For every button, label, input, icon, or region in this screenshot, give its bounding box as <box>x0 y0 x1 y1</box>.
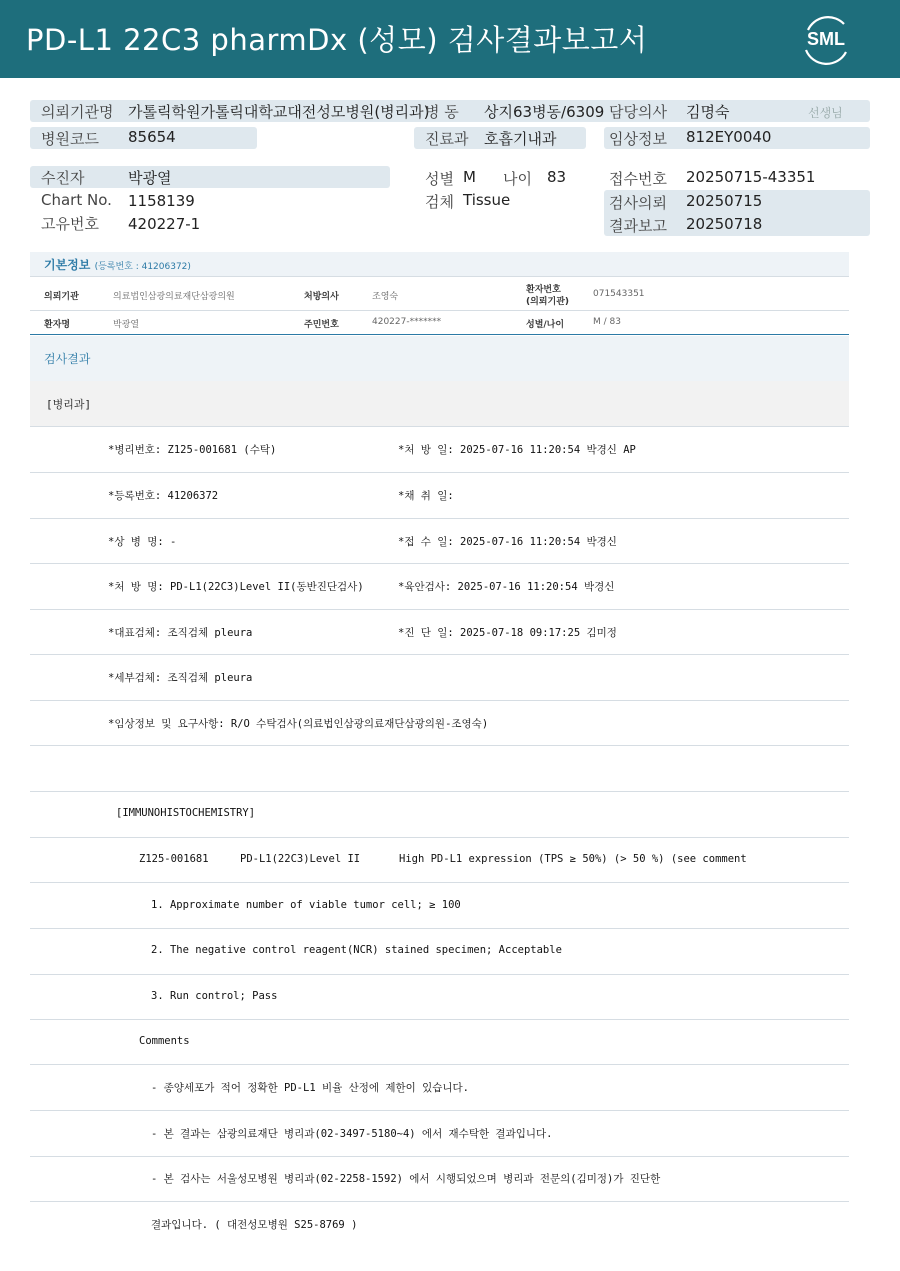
patient-label: 수진자 <box>41 169 85 187</box>
basic-info-title-text: 기본정보 <box>44 258 91 272</box>
basic-value: 조영숙 <box>372 292 399 302</box>
basic-key: 환자번호 <box>526 285 561 295</box>
row-divider <box>30 518 849 519</box>
basic-info-row-1 <box>30 277 849 310</box>
basic-key: 의뢰기관 <box>44 292 79 302</box>
report-value: 20250718 <box>686 215 763 233</box>
receipt-label: 접수번호 <box>609 170 667 188</box>
row-divider <box>30 837 849 838</box>
basic-key: 성별/나이 <box>526 320 565 330</box>
ward-label: 병 동 <box>425 103 459 121</box>
doctor-signature: 선생님 <box>808 106 843 120</box>
result-line-left: *병리번호: Z125-001681 (수탁) <box>108 444 277 456</box>
divider <box>30 334 849 335</box>
ihc-item: 3. Run control; Pass <box>151 990 278 1002</box>
result-line-left: *세부검체: 조직검체 pleura <box>108 672 253 684</box>
basic-value: 420227-******* <box>372 317 442 327</box>
institution-label: 의뢰기관명 <box>41 103 114 121</box>
sex-value: M <box>463 168 476 186</box>
basic-key: 처방의사 <box>304 292 339 302</box>
receipt-value: 20250715-43351 <box>686 168 816 186</box>
result-line-right: *처 방 일: 2025-07-16 11:20:54 박경신 AP <box>398 444 636 456</box>
chart-label: Chart No. <box>41 191 112 209</box>
comment-line: - 본 결과는 삼광의료재단 병리과(02-3497-5180~4) 에서 재수탁한 결과입니다. <box>151 1128 553 1140</box>
clinical-label: 임상정보 <box>609 130 667 148</box>
comment-line: 결과입니다. ( 대전성모병원 S25-8769 ) <box>151 1219 358 1231</box>
row-divider <box>30 745 849 746</box>
dept-section <box>30 381 849 426</box>
comment-line: - 종양세포가 적어 정확한 PD-L1 비율 산정에 제한이 있습니다. <box>151 1082 469 1094</box>
result-line-right: *진 단 일: 2025-07-18 09:17:25 김미정 <box>398 627 617 639</box>
unique-label: 고유번호 <box>41 215 99 233</box>
comment-line: - 본 검사는 서울성모병원 병리과(02-2258-1592) 에서 시행되었으며 병리과 전문의(김미정)가 진단한 <box>151 1173 661 1185</box>
row-divider <box>30 974 849 975</box>
result-line-left: *처 방 명: PD-L1(22C3)Level II(동반진단검사) <box>108 581 364 593</box>
result-line-left: *대표검체: 조직검체 pleura <box>108 627 253 639</box>
basic-info-row-2 <box>30 311 849 335</box>
row-divider <box>30 700 849 701</box>
sml-logo <box>798 12 854 66</box>
doctor-value: 김명숙 <box>686 103 730 121</box>
row-divider <box>30 791 849 792</box>
row-divider <box>30 928 849 929</box>
basic-info-header <box>30 252 849 276</box>
result-line-right: *채 취 일: <box>398 490 454 502</box>
row-divider <box>30 1019 849 1020</box>
result-header <box>30 336 849 381</box>
dept-section-label: [병리과] <box>46 398 92 411</box>
basic-value: 박광열 <box>113 320 140 330</box>
sex-label: 성별 <box>425 170 454 188</box>
request-value: 20250715 <box>686 192 763 210</box>
dept-label: 진료과 <box>425 130 469 148</box>
report-header <box>0 0 900 78</box>
basic-value: 의료법인삼광의료재단삼광의원 <box>113 292 235 302</box>
age-value: 83 <box>547 168 567 186</box>
comments-label: Comments <box>139 1035 190 1047</box>
report-label: 결과보고 <box>609 217 667 235</box>
row-divider <box>30 654 849 655</box>
patient-value: 박광열 <box>128 169 172 187</box>
clinical-value: 812EY0040 <box>686 128 772 146</box>
row-divider <box>30 1201 849 1202</box>
logo-text: SML <box>807 29 845 49</box>
specimen-value: Tissue <box>463 191 511 209</box>
sml-logo-icon <box>798 12 854 66</box>
result-line-left: *임상정보 및 요구사항: R/O 수탁검사(의료법인삼광의료재단삼광의원-조영숙) <box>108 718 489 730</box>
hospital-code-value: 85654 <box>128 128 176 146</box>
row-divider <box>30 1156 849 1157</box>
ihc-title: [IMMUNOHISTOCHEMISTRY] <box>116 807 256 819</box>
ihc-result: High PD-L1 expression (TPS ≥ 50%) (> 50 %) (see comment <box>399 853 747 865</box>
chart-value: 1158139 <box>128 192 195 210</box>
ihc-id: Z125-001681 <box>139 853 209 865</box>
report-title: PD-L1 22C3 pharmDx (성모) 검사결과보고서 <box>26 23 648 57</box>
unique-value: 420227-1 <box>128 215 201 233</box>
row-divider <box>30 609 849 610</box>
row-divider <box>30 882 849 883</box>
result-title: 검사결과 <box>44 352 91 366</box>
ward-value: 상지63병동/6309 <box>484 103 605 121</box>
row-divider <box>30 563 849 564</box>
result-line-left: *상 병 명: - <box>108 536 177 548</box>
basic-key: 환자명 <box>44 320 71 330</box>
specimen-label: 검체 <box>425 193 454 211</box>
institution-value: 가톨릭학원가톨릭대학교대전성모병원(병리과) <box>128 103 430 121</box>
basic-value: 071543351 <box>593 289 645 299</box>
request-label: 검사의뢰 <box>609 194 667 212</box>
row-divider <box>30 1110 849 1111</box>
result-line-right: *접 수 일: 2025-07-16 11:20:54 박경신 <box>398 536 617 548</box>
ihc-test: PD-L1(22C3)Level II <box>240 853 361 865</box>
row-divider <box>30 1064 849 1065</box>
basic-info-subtitle: (등록번호 : 41206372) <box>94 262 191 272</box>
age-label: 나이 <box>503 170 532 188</box>
basic-key: 주민번호 <box>304 320 339 330</box>
result-line-right: *육안검사: 2025-07-16 11:20:54 박경신 <box>398 581 615 593</box>
doctor-label: 담당의사 <box>609 103 667 121</box>
basic-value: M / 83 <box>593 317 621 327</box>
basic-info-title <box>44 256 191 273</box>
result-line-left: *등록번호: 41206372 <box>108 490 219 502</box>
ihc-item: 2. The negative control reagent(NCR) stained specimen; Acceptable <box>151 944 562 956</box>
row-divider <box>30 472 849 473</box>
ihc-item: 1. Approximate number of viable tumor cell; ≥ 100 <box>151 899 461 911</box>
dept-value: 호흡기내과 <box>484 130 557 148</box>
hospital-code-label: 병원코드 <box>41 130 99 148</box>
basic-key: (의뢰기관) <box>526 297 570 307</box>
row-divider <box>30 426 849 427</box>
